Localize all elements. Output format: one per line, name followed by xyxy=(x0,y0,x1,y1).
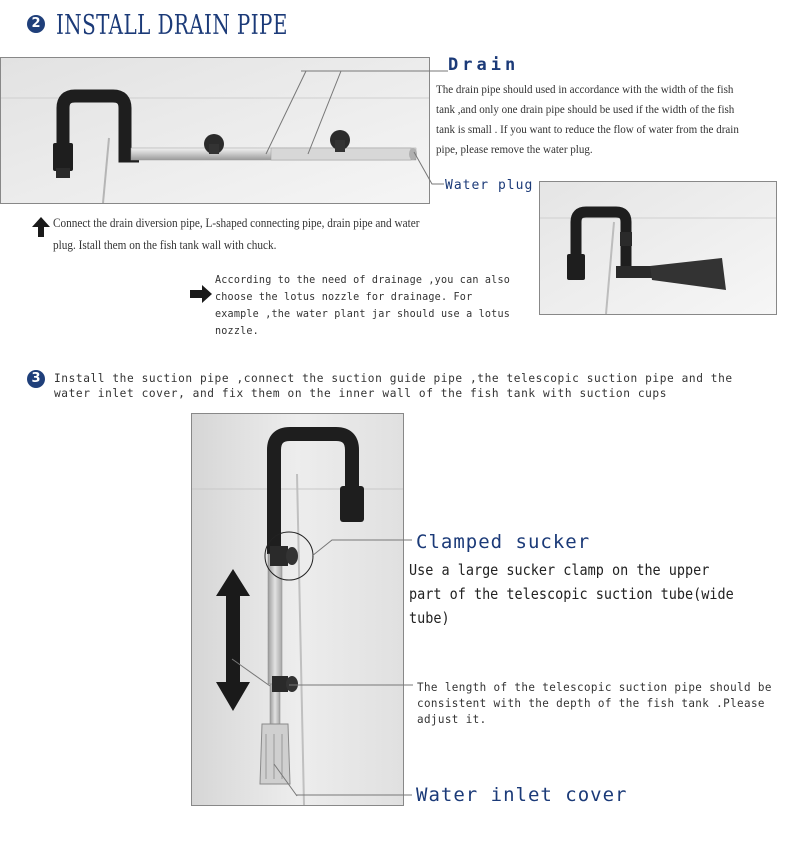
drain-description: The drain pipe should used in accordance with the width of the fish tank ,and only one drain pipe should be used if the width of the fish tank is small . If you want to reduce the flow of water from the drain pipe, please remove the water plug. xyxy=(436,82,739,156)
suction-pipe-photo xyxy=(191,413,404,806)
clamped-sucker-description: Use a large sucker clamp on the upper part of the telescopic suction tube(wide tube) xyxy=(409,561,734,627)
section-title: INSTALL DRAIN PIPE xyxy=(56,10,288,41)
step-3-badge: 3 xyxy=(27,370,45,388)
connect-instruction: Connect the drain diversion pipe, L-shaped connecting pipe, drain pipe and water plug. Istall them on the fish tank wall with chuck. xyxy=(53,216,420,252)
step-3-instruction: Install the suction pipe ,connect the suction guide pipe ,the telescopic suction pipe and the water inlet cover, and fix them on the inner wall of the fish tank with suction cups xyxy=(54,371,733,400)
inlet-leader xyxy=(296,794,412,796)
step-2-badge: 2 xyxy=(27,15,45,33)
lotus-nozzle-photo xyxy=(539,181,777,315)
lotus-nozzle-description: According to the need of drainage ,you can also choose the lotus nozzle for drainage. For example ,the water plant jar should use a lotus nozzle. xyxy=(215,273,511,337)
water-plug-label: Water plug xyxy=(445,178,534,193)
water-plug-leader xyxy=(412,150,444,190)
arrow-up-icon xyxy=(32,217,50,237)
arrow-right-icon xyxy=(190,285,212,303)
drain-pipe-photo xyxy=(0,57,430,204)
clamped-leader xyxy=(312,538,412,558)
drain-label: Drain xyxy=(448,55,520,75)
water-inlet-cover-label: Water inlet cover xyxy=(416,784,628,806)
drain-leader-line xyxy=(428,70,448,72)
length-leader xyxy=(289,684,413,686)
length-description: The length of the telescopic suction pipe should be consistent with the depth of the fish tank .Please adjust it. xyxy=(417,680,772,726)
clamped-sucker-label: Clamped sucker xyxy=(416,531,591,553)
